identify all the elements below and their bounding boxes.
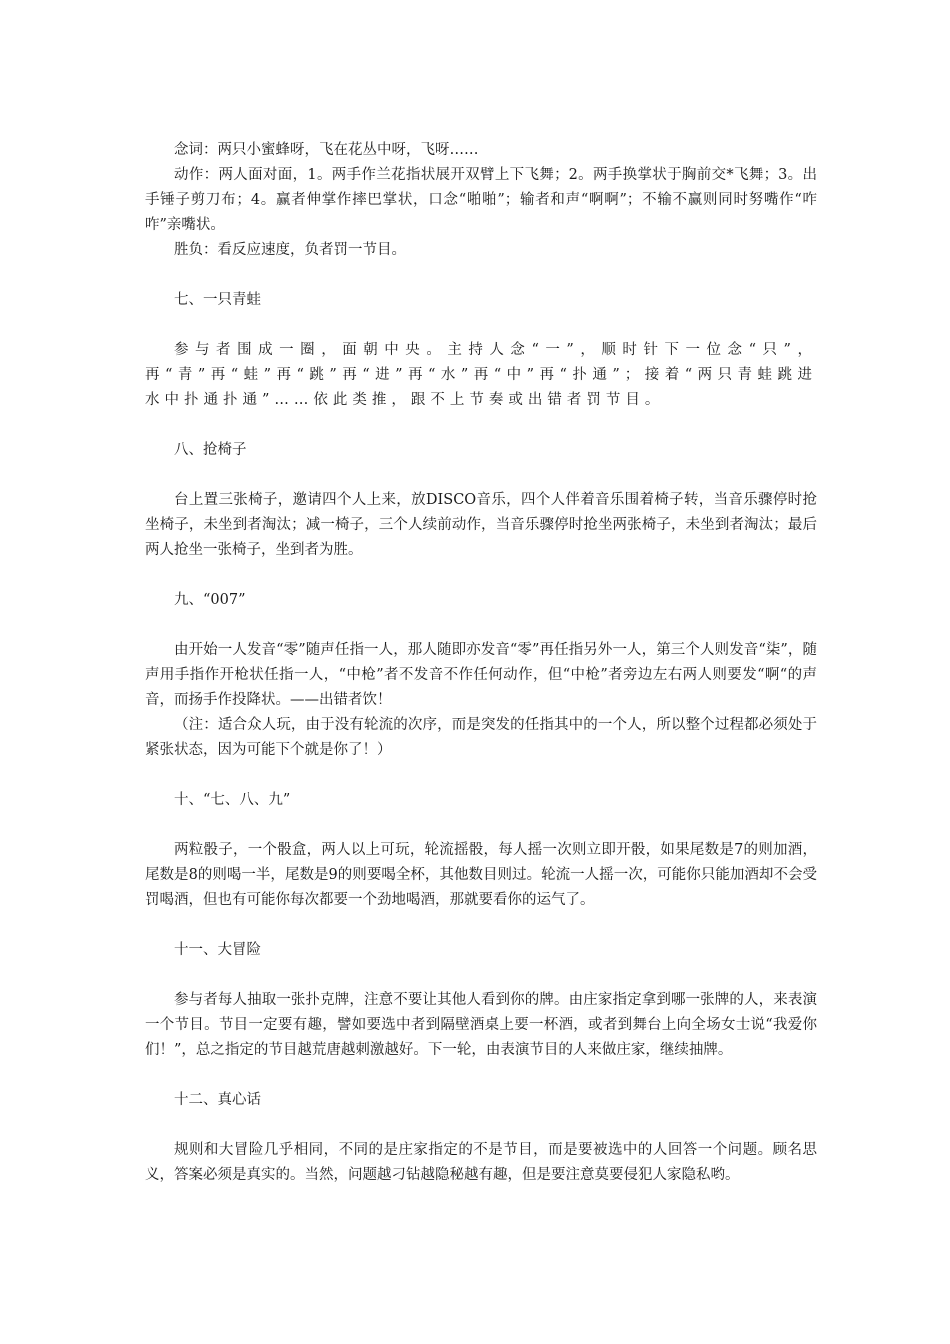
truth-rules-paragraph: 规则和大冒险几乎相同，不同的是庄家指定的不是节目，而是要被选中的人回答一个问题。顾名思义，答案必须是真实的。当然，问题越刁钻越隐秘越有趣，但是要注意莫要侵犯人家隐私哟。 (145, 1142, 817, 1183)
frog-rules-paragraph (145, 338, 817, 413)
game-007-rules-paragraph: 由开始一人发音“零”随声任指一人，那人随即亦发音“零”再任指另外一人，第三个人则发音“柒”，随声用手指作开枪状任指一人，“中枪”者不发音不作任何动作，但“中枪”者旁边左右两人则要发“啊“的声音，而扬手作投降状。——出错者饮！ (145, 642, 817, 708)
section-heading-truth: 十二、真心话 (174, 1092, 261, 1108)
section-heading-frog: 七、一只青蛙 (174, 292, 261, 308)
section-heading-789: 十、“七、八、九” (174, 792, 291, 808)
section-heading-chairs: 八、抢椅子 (174, 442, 247, 458)
chant-paragraph: 念词：两只小蜜蜂呀，飞在花丛中呀，飞呀…… (174, 142, 479, 158)
game-007-note-paragraph: （注：适合众人玩，由于没有轮流的次序，而是突发的任指其中的一个人，所以整个过程都必须处于紧张状态，因为可能下个就是你了！） (145, 717, 817, 758)
section-heading-007: 九、“007” (174, 592, 246, 608)
chairs-rules-paragraph: 台上置三张椅子，邀请四个人上来，放DISCO音乐，四个人伴着音乐围着椅子转，当音乐骤停时抢坐椅子，未坐到者淘汰；减一椅子，三个人续前动作，当音乐骤停时抢坐两张椅子，未坐到者淘汰；最后两人抢坐一张椅子，坐到者为胜。 (145, 492, 817, 558)
actions-paragraph: 动作：两人面对面，1。两手作兰花指状展开双臂上下飞舞；2。两手换掌状于胸前交*飞舞；3。出手锤子剪刀布；4。赢者伸掌作摔巴掌状，口念“啪啪”；输者和声“啊啊”；不输不赢则同时努嘴作“咋咋”亲嘴状。 (145, 167, 817, 233)
outcome-paragraph: 胜负：看反应速度，负者罚一节目。 (174, 242, 406, 258)
dare-rules-paragraph: 参与者每人抽取一张扑克牌，注意不要让其他人看到你的牌。由庄家指定拿到哪一张牌的人，来表演一个节目。节目一定要有趣，譬如要选中者到隔壁酒桌上要一杯酒，或者到舞台上向全场女士说“我爱你们！”，总之指定的节目越荒唐越刺激越好。下一轮，由表演节目的人来做庄家，继续抽牌。 (145, 992, 817, 1058)
dice-rules-paragraph: 两粒骰子，一个骰盒，两人以上可玩，轮流摇骰，每人摇一次则立即开骰，如果尾数是7的则加酒，尾数是8的则喝一半，尾数是9的则要喝全杯，其他数目则过。轮流一人摇一次，可能你只能加酒却不会受罚喝酒，但也有可能你每次都要一个劲地喝酒，那就要看你的运气了。 (145, 842, 817, 908)
frog-rules-text: 参与者围成一圈，面朝中央。主持人念“一”，顺时针下一位念“只”，再“青”再“蛙”再“跳”再“进”再“水”再“中”再“扑通”；接着“两只青蛙跳进水中扑通扑通”……依此类推，跟不上节奏或出错者罚节目。 (145, 342, 817, 408)
section-heading-dare: 十一、大冒险 (174, 942, 261, 958)
document-page (145, 138, 817, 1188)
